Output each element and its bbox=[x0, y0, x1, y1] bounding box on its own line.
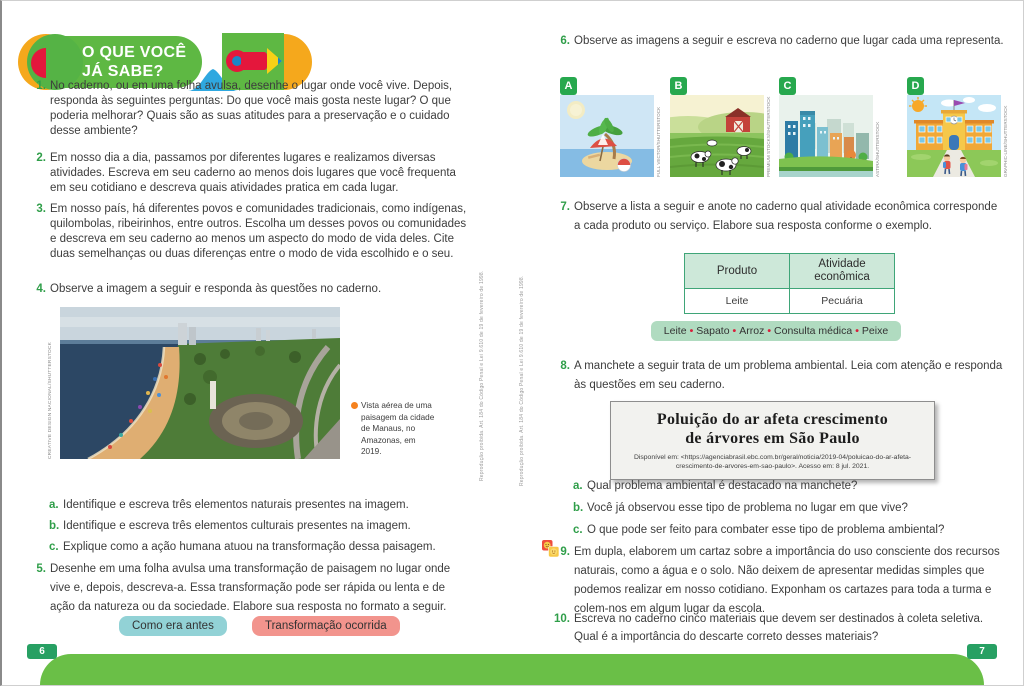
place-image-city bbox=[779, 80, 880, 177]
label-badge-d: D bbox=[907, 77, 924, 95]
question-7-text: Observe a lista a seguir e anote no caderno qual atividade econômica corresponde a cada produto ou serviço. Elabore sua resposta conforme o exemplo. bbox=[574, 201, 998, 232]
table-header-product: Produto bbox=[685, 254, 790, 289]
question-4c-letter: c. bbox=[49, 541, 59, 553]
question-2-text: Em nosso dia a dia, passamos por diferentes lugares e realizamos diversas atividades. Escreva em seu caderno ao menos dois lugares que você frequenta em seu cotidiano e descreva quais atividades pratica em cada lugar. bbox=[50, 152, 456, 194]
image-a-credit: FULL VECTOR/SHUTTERSTOCK bbox=[656, 106, 661, 177]
word-separator: • bbox=[767, 325, 772, 337]
question-3-number: 3. bbox=[36, 203, 46, 215]
question-8c bbox=[573, 523, 1003, 537]
question-3-text: Em nosso país, há diferentes povos e comunidades tradicionais, como indígenas, quilombolas, ribeirinhos, entre outros. Escolha um desses povos ou comunidades e descreva em seu caderno ao menos um aspecto do modo de vida deles. Cite duas semelhanças ou duas diferenças entre o modo de vida escolhido e o seu. bbox=[50, 203, 467, 260]
question-8a bbox=[573, 479, 1003, 493]
question-8b-letter: b. bbox=[573, 502, 584, 514]
news-headline-title: Poluição do ar afeta crescimento de árvores em São Paulo bbox=[656, 411, 889, 447]
question-6-text: Observe as imagens a seguir e escreva no caderno que lugar cada uma representa. bbox=[574, 35, 1004, 47]
school-illustration bbox=[907, 95, 1001, 177]
question-4-text: Observe a imagem a seguir e responda às questões no caderno. bbox=[50, 283, 382, 295]
question-5 bbox=[32, 560, 472, 617]
beach-illustration bbox=[560, 95, 654, 177]
question-4 bbox=[32, 282, 472, 297]
bottom-green-band bbox=[40, 654, 984, 685]
word-separator: • bbox=[732, 325, 737, 337]
question-8c-letter: c. bbox=[573, 524, 583, 536]
question-8a-letter: a. bbox=[573, 480, 583, 492]
news-headline-box bbox=[610, 401, 935, 480]
question-4b-text: Identifique e escreva três elementos culturais presentes na imagem. bbox=[63, 520, 411, 532]
place-image-beach bbox=[560, 80, 661, 177]
question-2 bbox=[32, 151, 472, 196]
question-4a-text: Identifique e escreva três elementos naturais presentes na imagem. bbox=[63, 499, 409, 511]
question-1 bbox=[32, 79, 472, 139]
question-4a-letter: a. bbox=[49, 499, 59, 511]
question-2-number: 2. bbox=[36, 152, 46, 164]
image-d-credit: GRAPHIC-LINE/SHUTTERSTOCK bbox=[1003, 105, 1008, 177]
question-3 bbox=[32, 202, 472, 262]
question-9-number: 9. bbox=[560, 546, 570, 558]
table-header-activity: Atividade econômica bbox=[790, 254, 895, 289]
image-c-credit: ASTIRA/SHUTTERSTOCK bbox=[875, 121, 880, 177]
manaus-aerial-photo bbox=[60, 307, 340, 459]
question-6 bbox=[554, 32, 1004, 51]
header-title-line2: JÁ SABE? bbox=[82, 63, 164, 80]
table-cell-product: Leite bbox=[685, 289, 790, 314]
word-item: Consulta médica bbox=[774, 325, 853, 337]
copyright-notice-right: Reprodução proibida. Art. 184 do Código Penal e Lei 9.610 de 19 de fevereiro de 1998. bbox=[519, 275, 525, 486]
question-1-number: 1. bbox=[36, 80, 46, 92]
photo-caption bbox=[351, 400, 437, 458]
question-4b bbox=[49, 519, 479, 533]
question-1-text: No caderno, ou em uma folha avulsa, desenhe o lugar onde você vive. Depois, responda às seguintes perguntas: Do que você mais gosta neste lugar? O que poderia melhorar? Quais são as suas atitudes para a preservação e o cuidado desse ambiente? bbox=[50, 80, 453, 137]
place-image-farm bbox=[670, 80, 771, 177]
news-headline-source: Disponível em: <https://agenciabrasil.ebc.com.br/geral/noticia/2019-04/poluicao-do-ar-afeta-crescimento-de-arvores-em-sao-paulo>. Acesso em: 8 jul. 2021. bbox=[633, 454, 912, 470]
label-badge-b: B bbox=[670, 77, 687, 95]
table-row bbox=[685, 289, 895, 314]
copyright-notice-left: Reprodução proibida. Art. 184 do Código Penal e Lei 9.610 de 19 de fevereiro de 1998. bbox=[479, 270, 485, 481]
label-badge-a: A bbox=[560, 77, 577, 95]
question-8a-text: Qual problema ambiental é destacado na manchete? bbox=[587, 480, 858, 492]
word-item: Leite bbox=[663, 325, 687, 337]
question-8-number: 8. bbox=[560, 360, 570, 372]
word-item: Sapato bbox=[696, 325, 730, 337]
word-item: Arroz bbox=[739, 325, 765, 337]
question-10-text: Escreva no caderno cinco materiais que devem ser destinados à coleta seletiva. Qual é a importância do descarte correto desses materiais? bbox=[574, 613, 984, 643]
photo-caption-text: Vista aérea de uma paisagem da cidade de Manaus, no Amazonas, em 2019. bbox=[361, 401, 435, 456]
transformation-box: Transformação ocorrida bbox=[252, 616, 400, 636]
question-9-text: Em dupla, elaborem um cartaz sobre a importância do uso consciente dos recursos naturais, como a água e o solo. Não deixem de apresentar medidas simples que podemos realizar em nosso cotidiano. Exponham os cartazes para toda a turma e colem-nos em algum lugar da escola. bbox=[574, 546, 1000, 615]
question-4c bbox=[49, 540, 479, 554]
question-8 bbox=[554, 357, 1004, 395]
farm-illustration bbox=[670, 95, 764, 177]
question-4c-text: Explique como a ação humana atuou na transformação dessa paisagem. bbox=[63, 541, 436, 553]
image-b-credit: PREMIUM STOCKS/SHUTTERSTOCK bbox=[766, 96, 771, 177]
question-8c-text: O que pode ser feito para combater esse tipo de problema ambiental? bbox=[587, 524, 945, 536]
question-6-number: 6. bbox=[560, 35, 570, 47]
city-illustration bbox=[779, 95, 873, 177]
question-5-number: 5. bbox=[36, 563, 46, 575]
word-separator: • bbox=[855, 325, 859, 337]
photo-credit: CREATIVE DESIGN NACIONAL/SHUTTERSTOCK bbox=[48, 341, 53, 459]
page-number-right: 7 bbox=[967, 644, 997, 659]
word-item: Peixe bbox=[861, 325, 889, 337]
economy-table bbox=[684, 253, 895, 314]
word-separator: • bbox=[689, 325, 694, 337]
question-4-number: 4. bbox=[36, 283, 46, 295]
question-9 bbox=[554, 543, 1006, 619]
word-list bbox=[651, 321, 901, 341]
question-10 bbox=[550, 610, 1006, 646]
before-box: Como era antes bbox=[119, 616, 227, 636]
question-10-number: 10. bbox=[554, 613, 570, 625]
header-title-line1: O QUE VOCÊ bbox=[82, 44, 187, 61]
question-7 bbox=[554, 198, 1004, 236]
question-8-text: A manchete a seguir trata de um problema ambiental. Leia com atenção e responda às questões em seu caderno. bbox=[574, 360, 1003, 391]
label-badge-c: C bbox=[779, 77, 796, 95]
question-8b bbox=[573, 501, 1003, 515]
question-5-text: Desenhe em uma folha avulsa uma transformação de paisagem no lugar onde vive e, depois, descreva-a. Essa transformação pode ser rápida ou lenta e de ação da natureza ou da sociedade. Elabore sua resposta no formato a seguir. bbox=[50, 563, 451, 613]
caption-bullet-icon bbox=[351, 402, 358, 409]
question-7-number: 7. bbox=[560, 201, 570, 213]
question-4b-letter: b. bbox=[49, 520, 60, 532]
table-cell-activity: Pecuária bbox=[790, 289, 895, 314]
question-4a bbox=[49, 498, 479, 512]
question-8b-text: Você já observou esse tipo de problema no lugar em que vive? bbox=[587, 502, 908, 514]
page-number-left: 6 bbox=[27, 644, 57, 659]
place-image-school bbox=[907, 80, 1008, 177]
